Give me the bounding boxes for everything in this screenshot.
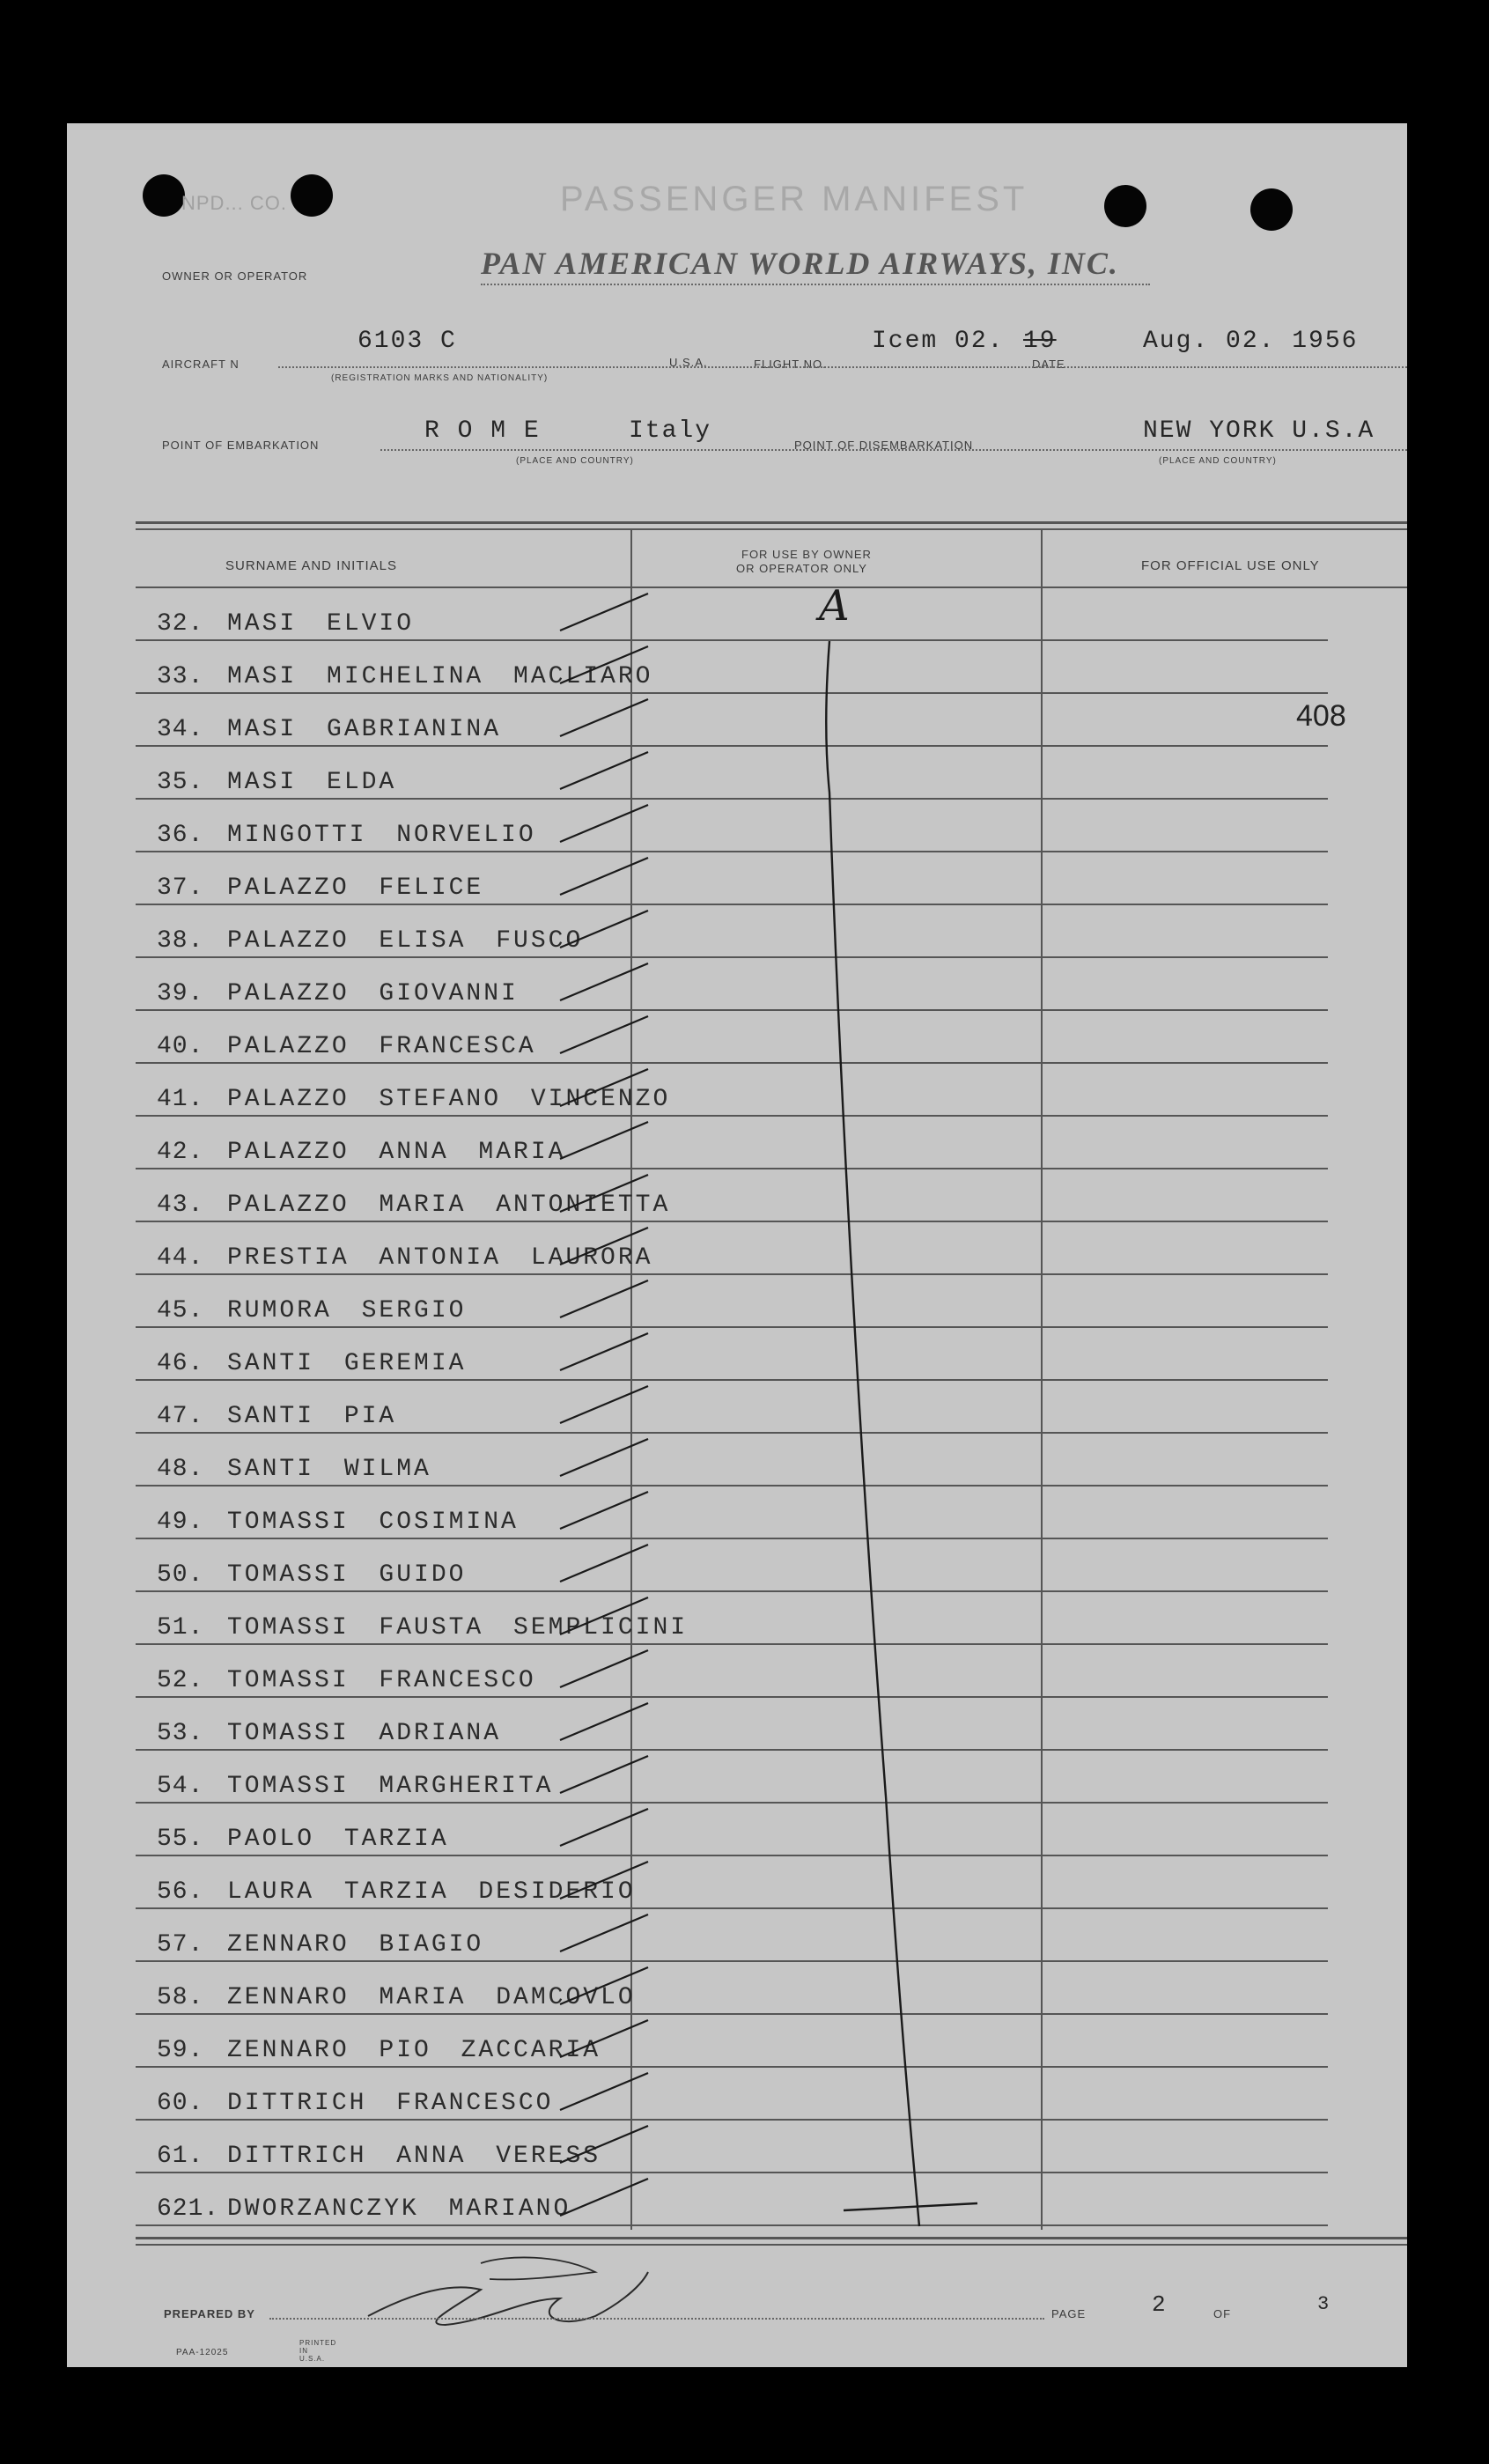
passenger-name: ZENNARO PIO ZACCARIA xyxy=(227,2037,601,2064)
embark-place-label: (PLACE AND COUNTRY) xyxy=(516,456,634,466)
passenger-name: PALAZZO ELISA FUSCO xyxy=(227,927,584,955)
faint-code: NPD... CO. xyxy=(181,192,288,214)
passenger-number: 58. xyxy=(157,1984,204,2011)
signature-loop xyxy=(481,2257,595,2279)
passenger-name: MASI GABRIANINA xyxy=(227,716,502,743)
check-tick xyxy=(560,1862,648,1899)
check-tick xyxy=(560,1016,648,1053)
check-tick xyxy=(560,2126,648,2163)
form-code: PAA-12025 xyxy=(176,2348,229,2357)
passenger-name: TOMASSI FAUSTA SEMPLICINI xyxy=(227,1614,689,1641)
flight-date: Aug. 02. 1956 xyxy=(1143,328,1359,355)
passenger-number: 50. xyxy=(157,1561,204,1589)
prepared-by-label: PREPARED BY xyxy=(164,2307,255,2320)
aircraft-number: 6103 C xyxy=(358,328,457,355)
column-header-owner-2: OR OPERATOR ONLY xyxy=(736,562,867,575)
disembark-place: NEW YORK U.S.A xyxy=(1143,417,1375,445)
check-tick xyxy=(560,594,648,631)
passenger-name: SANTI PIA xyxy=(227,1403,397,1430)
passenger-number: 54. xyxy=(157,1773,204,1800)
disembark-label: POINT OF DISEMBARKATION xyxy=(794,439,974,452)
vertical-pen-line xyxy=(826,641,919,2226)
column-header-official: FOR OFFICIAL USE ONLY xyxy=(1141,558,1320,573)
aircraft-label: AIRCRAFT N xyxy=(162,358,240,371)
passenger-number: 49. xyxy=(157,1509,204,1536)
check-tick xyxy=(560,1122,648,1159)
check-tick xyxy=(560,1597,648,1634)
check-tick xyxy=(560,1386,648,1423)
passenger-name: TOMASSI GUIDO xyxy=(227,1561,467,1589)
end-stroke xyxy=(844,2203,977,2210)
passenger-name: MINGOTTI NORVELIO xyxy=(227,822,536,849)
check-tick xyxy=(560,1650,648,1687)
check-tick xyxy=(560,2020,648,2057)
passenger-name: TOMASSI ADRIANA xyxy=(227,1720,502,1747)
passenger-name: MASI ELDA xyxy=(227,769,397,796)
passenger-number: 46. xyxy=(157,1350,204,1377)
passenger-name: PAOLO TARZIA xyxy=(227,1826,449,1853)
owner-name: PAN AMERICAN WORLD AIRWAYS, INC. xyxy=(481,246,1119,281)
check-tick xyxy=(560,858,648,895)
check-tick xyxy=(560,911,648,948)
passenger-number: 45. xyxy=(157,1297,204,1324)
passenger-number: 48. xyxy=(157,1456,204,1483)
usa-label: U.S.A. xyxy=(669,356,708,369)
passenger-number: 40. xyxy=(157,1033,204,1060)
passenger-name: TOMASSI MARGHERITA xyxy=(227,1773,554,1800)
passenger-number: 56. xyxy=(157,1878,204,1906)
check-tick xyxy=(560,1228,648,1265)
check-tick xyxy=(560,1333,648,1370)
page-number: 2 xyxy=(1152,2291,1168,2318)
check-tick xyxy=(560,2073,648,2110)
embark-country: Italy xyxy=(629,417,712,445)
passenger-number: 37. xyxy=(157,874,204,902)
passenger-number: 61. xyxy=(157,2143,204,2170)
passenger-number: 32. xyxy=(157,610,204,638)
passenger-number: 44. xyxy=(157,1244,204,1272)
check-tick xyxy=(560,2179,648,2216)
passenger-number: 53. xyxy=(157,1720,204,1747)
passenger-number: 59. xyxy=(157,2037,204,2064)
flight-struck: 19 xyxy=(1023,328,1057,355)
passenger-name: ZENNARO BIAGIO xyxy=(227,1931,484,1959)
passenger-number: 60. xyxy=(157,2090,204,2117)
embark-city: R O M E xyxy=(424,417,541,445)
prepared-by-underline xyxy=(269,2318,1044,2320)
of-label: OF xyxy=(1213,2307,1232,2320)
passenger-name: PALAZZO FRANCESCA xyxy=(227,1033,536,1060)
passenger-name: PALAZZO FELICE xyxy=(227,874,484,902)
passenger-number: 47. xyxy=(157,1403,204,1430)
passenger-number: 34. xyxy=(157,716,204,743)
disembark-place-label: (PLACE AND COUNTRY) xyxy=(1159,456,1277,466)
passenger-number: 39. xyxy=(157,980,204,1007)
passenger-name: PALAZZO MARIA ANTONIETTA xyxy=(227,1191,671,1219)
passenger-name: TOMASSI COSIMINA xyxy=(227,1509,519,1536)
passenger-name: LAURA TARZIA DESIDERIO xyxy=(227,1878,636,1906)
date-label: DATE xyxy=(1032,358,1065,371)
handwritten-marks xyxy=(67,123,1407,2367)
passenger-name: DITTRICH FRANCESCO xyxy=(227,2090,554,2117)
passenger-name: TOMASSI FRANCESCO xyxy=(227,1667,536,1694)
registration-label: (REGISTRATION MARKS AND NATIONALITY) xyxy=(331,373,549,383)
annotation-a: A xyxy=(819,581,850,631)
passenger-number: 43. xyxy=(157,1191,204,1219)
passenger-name: MASI ELVIO xyxy=(227,610,415,638)
page-label: PAGE xyxy=(1051,2307,1087,2320)
embark-label: POINT OF EMBARKATION xyxy=(162,439,320,452)
check-tick xyxy=(560,1545,648,1582)
check-tick xyxy=(560,1492,648,1529)
passenger-name: SANTI WILMA xyxy=(227,1456,431,1483)
passenger-name: PALAZZO ANNA MARIA xyxy=(227,1139,566,1166)
owner-label: OWNER OR OPERATOR xyxy=(162,269,308,283)
check-tick xyxy=(560,805,648,842)
check-tick xyxy=(560,1809,648,1846)
passenger-number: 52. xyxy=(157,1667,204,1694)
document-title: PASSENGER MANIFEST xyxy=(560,180,1028,218)
passenger-number: 36. xyxy=(157,822,204,849)
passenger-number: 35. xyxy=(157,769,204,796)
passenger-name: DITTRICH ANNA VERESS xyxy=(227,2143,601,2170)
check-tick xyxy=(560,1069,648,1106)
check-tick xyxy=(560,1703,648,1740)
check-tick xyxy=(560,1967,648,2004)
passenger-name: SANTI GEREMIA xyxy=(227,1350,467,1377)
check-tick xyxy=(560,1280,648,1317)
column-header-surname: SURNAME AND INITIALS xyxy=(225,558,398,573)
check-tick xyxy=(560,699,648,736)
passenger-name: ZENNARO MARIA DAMCOVLO xyxy=(227,1984,636,2011)
passenger-name: RUMORA SERGIO xyxy=(227,1297,467,1324)
passenger-number: 33. xyxy=(157,663,204,690)
flight-number: Icem 02. xyxy=(872,328,1005,355)
passenger-name: PALAZZO STEFANO VINCENZO xyxy=(227,1086,671,1113)
passenger-number: 38. xyxy=(157,927,204,955)
passenger-number: 57. xyxy=(157,1931,204,1959)
manifest-sheet xyxy=(67,123,1407,2367)
column-header-owner-1: FOR USE BY OWNER xyxy=(741,548,872,561)
check-tick xyxy=(560,963,648,1000)
passenger-name: PALAZZO GIOVANNI xyxy=(227,980,519,1007)
flight-label: FLIGHT NO. xyxy=(754,358,827,371)
check-tick xyxy=(560,1756,648,1793)
passenger-number: 55. xyxy=(157,1826,204,1853)
check-tick xyxy=(560,1439,648,1476)
check-tick xyxy=(560,1914,648,1951)
passenger-name: MASI MICHELINA MACLIARO xyxy=(227,663,653,690)
passenger-number: 41. xyxy=(157,1086,204,1113)
print-stamp: PRINTED IN U.S.A. xyxy=(299,2339,337,2363)
passenger-number: 42. xyxy=(157,1139,204,1166)
check-tick xyxy=(560,1175,648,1212)
check-tick xyxy=(560,646,648,683)
page-total: 3 xyxy=(1317,2293,1331,2315)
passenger-name: DWORZANCZYK MARIANO xyxy=(227,2195,571,2223)
official-number: 408 xyxy=(1296,699,1346,733)
passenger-number: 51. xyxy=(157,1614,204,1641)
passenger-name: PRESTIA ANTONIA LAURORA xyxy=(227,1244,653,1272)
passenger-number: 621. xyxy=(157,2195,220,2223)
check-tick xyxy=(560,752,648,789)
